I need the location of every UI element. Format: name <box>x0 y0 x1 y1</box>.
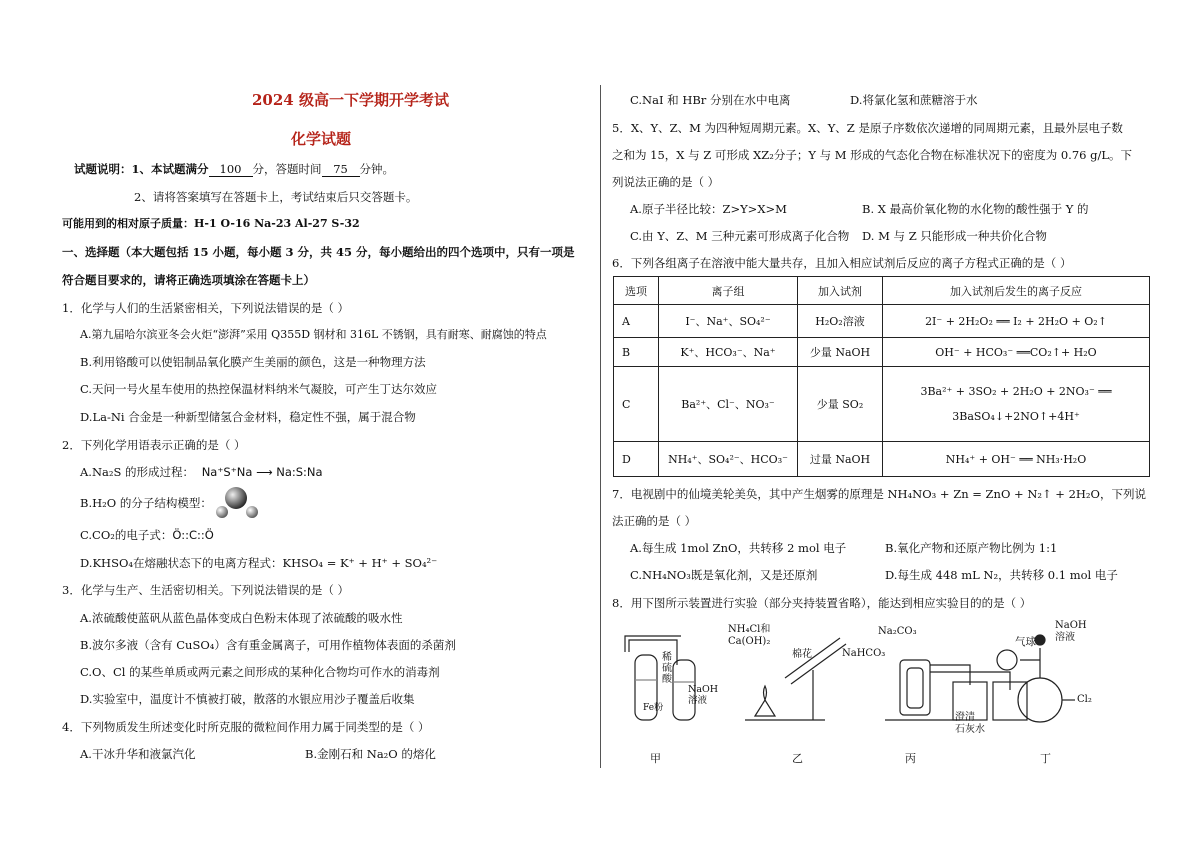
label-text: NaOH <box>688 684 719 695</box>
hydrogen-atom <box>216 506 228 518</box>
label-text: NaOH <box>1055 620 1087 631</box>
table-cell: 少量 SO₂ <box>798 367 883 442</box>
label-text: 酸 <box>662 674 672 685</box>
caption-bing: 丙 <box>905 752 916 765</box>
apparatus-ding <box>997 635 1075 722</box>
q3-option-d: D.实验室中，温度计不慎被打破，散落的水银应用沙子覆盖后收集 <box>80 692 415 706</box>
q5-option-d: D. M 与 Z 只能形成一种共价化合物 <box>862 229 1047 243</box>
q2-stem: 2．下列化学用语表示正确的是（ ） <box>62 438 246 452</box>
q2-a-prefix: A.Na₂S 的形成过程： <box>80 465 195 479</box>
table-header: 离子组 <box>659 277 798 305</box>
q5-stem-a: 5．X、Y、Z、M 为四种短周期元素。X、Y、Z 是原子序数依次递增的同周期元素，且最外层电子数 <box>612 121 1123 135</box>
q7-option-a: A.每生成 1mol ZnO，共转移 2 mol 电子 <box>630 541 847 555</box>
q2-c-formula: Ö::C::Ö <box>172 528 214 542</box>
table-row <box>614 305 1150 338</box>
table-row <box>614 442 1150 477</box>
instructions-mid: 分，答题时间 <box>252 162 322 176</box>
q1-stem: 1．化学与人们的生活紧密相关，下列说法错误的是（ ） <box>62 301 349 315</box>
h2o-model-image <box>208 484 278 520</box>
q3-option-b: B.波尔多液（含有 CuSO₄）含有重金属离子，可用作植物体表面的杀菌剂 <box>80 638 456 652</box>
q4-stem: 4．下列物质发生所述变化时所克服的微粒间作用力属于同类型的是（ ） <box>62 720 430 734</box>
oxygen-atom <box>225 487 247 509</box>
dropper-bulb <box>1035 635 1045 645</box>
label-balloon: 气球 <box>1015 636 1036 648</box>
q5-stem-c: 列说法正确的是（ ） <box>612 175 720 189</box>
alcohol-lamp <box>755 700 775 716</box>
table-header-row <box>614 277 1150 305</box>
table-row <box>614 338 1150 367</box>
q6-stem: 6．下列各组离子在溶液中能大量共存，且加入相应试剂后反应的离子方程式正确的是（ ） <box>612 256 1072 270</box>
table-cell: K⁺、HCO₃⁻、Na⁺ <box>659 338 798 367</box>
small-tube <box>907 668 923 708</box>
q7-stem-a: 7．电视剧中的仙境美轮美奂，其中产生烟雾的原理是 NH₄NO₃ + Zn = ZnO + N₂↑ + 2H₂O，下列说 <box>612 487 1146 501</box>
label-naoh-jia <box>688 684 718 706</box>
caption-ding: 丁 <box>1040 752 1051 765</box>
q2-option-d: D.KHSO₄在熔融状态下的电离方程式：KHSO₄ = K⁺ + H⁺ + SO₄²⁻ <box>80 556 438 570</box>
label-fe-powder: Fe粉 <box>643 703 664 713</box>
table-cell: H₂O₂溶液 <box>798 305 883 338</box>
label-text: 硫 <box>662 663 672 674</box>
table-cell: A <box>614 305 659 338</box>
q2-a-formula: Na⁺S⁺Na ⟶ Na:S:Na <box>201 465 323 479</box>
q3-option-a: A.浓硫酸使蓝矾从蓝色晶体变成白色粉末体现了浓硫酸的吸水性 <box>80 611 403 625</box>
table-cell: Ba²⁺、Cl⁻、NO₃⁻ <box>659 367 798 442</box>
q3-stem: 3．化学与生产、生活密切相关。下列说法错误的是（ ） <box>62 583 349 597</box>
q1-option-d: D.La-Ni 合金是一种新型储氢合金材料，稳定性不强，属于混合物 <box>80 410 416 424</box>
table-header: 加入试剂后发生的离子反应 <box>883 277 1150 305</box>
q2-option-c <box>80 528 214 542</box>
q1-option-b: B.利用铬酸可以使铝制品氧化膜产生美丽的颜色，这是一种物理方法 <box>80 355 426 369</box>
label-text: 溶液 <box>1055 632 1075 643</box>
label-cl2: Cl₂ <box>1077 694 1092 705</box>
instructions-line-2: 2、请将答案填写在答题卡上，考试结束后只交答题卡。 <box>134 190 418 204</box>
q7-option-c: C.NH₄NO₃既是氧化剂，又是还原剂 <box>630 568 818 582</box>
balloon-icon <box>997 650 1017 670</box>
label-nh4cl <box>728 624 770 648</box>
time-value: 75 <box>322 162 360 177</box>
label-limewater <box>955 712 985 736</box>
column-divider <box>600 85 601 768</box>
section-heading-b: 符合题目要求的，请将正确选项填涂在答题卡上） <box>62 273 315 287</box>
label-na2co3: Na₂CO₃ <box>878 626 917 637</box>
q8-stem: 8．用下图所示装置进行实验（部分夹持装置省略），能达到相应实验目的的是（ ） <box>612 596 1032 610</box>
label-text: 溶液 <box>688 695 708 706</box>
instructions-suffix: 分钟。 <box>359 162 395 176</box>
table-cell: I⁻、Na⁺、SO₄²⁻ <box>659 305 798 338</box>
exam-title: 2024 级高一下学期开学考试 <box>252 91 449 109</box>
flame-icon <box>764 686 767 700</box>
section-heading-a: 一、选择题（本大题包括 15 小题，每小题 3 分，共 45 分，每小题给出的四个选项中，只有一项是 <box>62 245 575 259</box>
table-header: 选项 <box>614 277 659 305</box>
reaction-line-1: 3Ba²⁺ + 3SO₂ + 2H₂O + 2NO₃⁻ ══ <box>920 385 1112 398</box>
table-cell: C <box>614 367 659 442</box>
table-cell <box>883 367 1150 442</box>
label-naoh-ding <box>1055 620 1087 644</box>
q2-option-a <box>80 465 323 479</box>
table-cell: B <box>614 338 659 367</box>
label-cotton: 棉花 <box>792 649 812 660</box>
q2-c-prefix: C.CO₂的电子式： <box>80 528 173 542</box>
label-text: 稀 <box>662 652 672 663</box>
score-value: 100 <box>209 162 253 177</box>
flask <box>1018 678 1062 722</box>
q4-option-d: D.将氯化氢和蔗糖溶于水 <box>850 93 978 107</box>
q4-option-c: C.NaI 和 HBr 分别在水中电离 <box>630 93 791 107</box>
q1-option-a: A.第九届哈尔滨亚冬会火炬“澎湃”采用 Q355D 钢材和 316L 不锈钢，具有耐寒、耐腐蚀的特点 <box>80 328 547 341</box>
q4-option-a: A.干冰升华和液氯汽化 <box>80 747 196 761</box>
q5-stem-b: 之和为 15，X 与 Z 可形成 XZ₂分子；Y 与 M 形成的气态化合物在标准状况下的密度为 0.76 g/L。下 <box>612 148 1132 162</box>
exam-subtitle: 化学试题 <box>291 130 352 148</box>
reaction-line-2: 3BaSO₄↓+2NO↑+4H⁺ <box>952 410 1080 423</box>
q6-table <box>613 276 1150 477</box>
atomic-masses: 可能用到的相对原子质量：H-1 O-16 Na-23 Al-27 S-32 <box>62 217 360 230</box>
table-cell: NH₄⁺、SO₄²⁻、HCO₃⁻ <box>659 442 798 477</box>
hydrogen-atom <box>246 506 258 518</box>
q2-option-b: B.H₂O 的分子结构模型： <box>80 496 212 510</box>
label-text: Ca(OH)₂ <box>728 636 771 647</box>
instructions-prefix: 试题说明：1、本试题满分 <box>74 162 209 176</box>
caption-jia: 甲 <box>650 752 661 765</box>
q5-option-c: C.由 Y、Z、M 三种元素可形成离子化合物 <box>630 229 850 243</box>
table-row <box>614 367 1150 442</box>
delivery-tube <box>625 636 681 652</box>
label-text: 澄清 <box>955 712 975 723</box>
caption-yi: 乙 <box>792 752 803 765</box>
label-text: NH₄Cl和 <box>728 624 771 635</box>
q7-option-d: D.每生成 448 mL N₂，共转移 0.1 mol 电子 <box>885 568 1118 582</box>
q7-option-b: B.氧化产物和还原产物比例为 1:1 <box>885 541 1058 555</box>
table-cell: 2I⁻ + 2H₂O₂ ══ I₂ + 2H₂O + O₂↑ <box>883 305 1150 338</box>
q5-option-a: A.原子半径比较：Z>Y>X>M <box>630 202 787 216</box>
q3-option-c: C.O、Cl 的某些单质或两元素之间形成的某种化合物均可作水的消毒剂 <box>80 665 440 679</box>
label-text: 石灰水 <box>955 724 985 735</box>
table-cell: 少量 NaOH <box>798 338 883 367</box>
q7-stem-b: 法正确的是（ ） <box>612 514 697 528</box>
table-cell: NH₄⁺ + OH⁻ ══ NH₃·H₂O <box>883 442 1150 477</box>
table-cell: 过量 NaOH <box>798 442 883 477</box>
table-cell: OH⁻ + HCO₃⁻ ══CO₂↑+ H₂O <box>883 338 1150 367</box>
q1-option-c: C.天问一号火星车使用的热控保温材料纳米气凝胶，可产生丁达尔效应 <box>80 382 438 396</box>
q4-option-b: B.金刚石和 Na₂O 的熔化 <box>305 747 436 761</box>
q5-option-b: B. X 最高价氧化物的水化物的酸性强于 Y 的 <box>862 202 1089 216</box>
instructions-line-1 <box>74 162 394 177</box>
label-dilute-acid <box>662 652 672 685</box>
table-header: 加入试剂 <box>798 277 883 305</box>
label-nahco3: NaHCO₃ <box>842 648 886 659</box>
table-cell: D <box>614 442 659 477</box>
apparatus-bing <box>885 660 1027 720</box>
